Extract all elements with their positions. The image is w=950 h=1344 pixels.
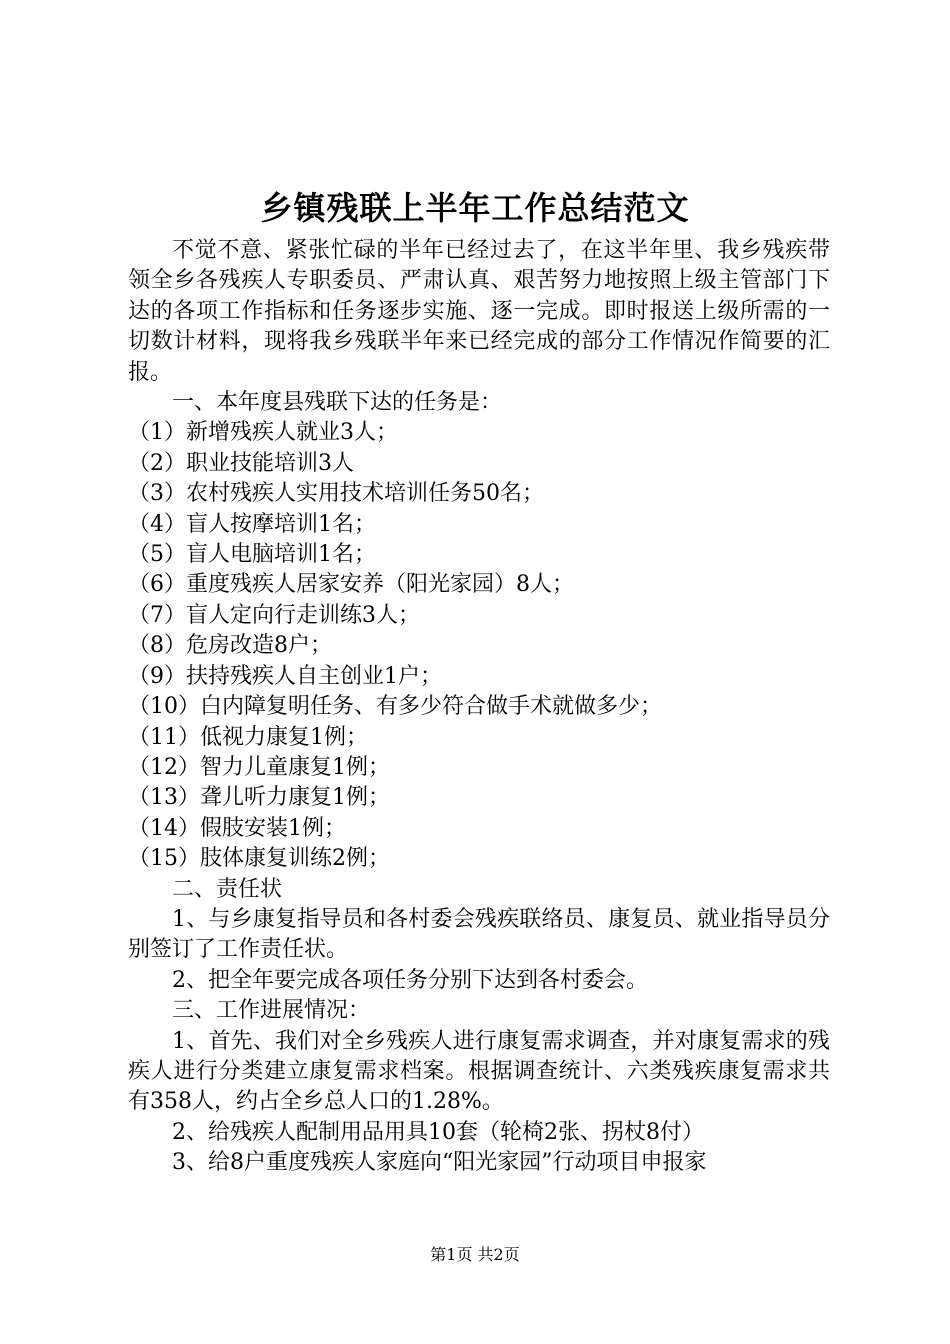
section-heading-1: 一、本年度县残联下达的任务是： (172, 390, 503, 416)
task-item: （10）白内障复明任务、有多少符合做手术就做多少； (128, 694, 662, 720)
task-item: （12）智力儿童康复1例； (128, 754, 390, 780)
intro-paragraph: 不觉不意、紧张忙碌的半年已经过去了，在这半年里、我乡残疾带领全乡各残疾人专职委员、严肃认真、艰苦努力地按照上级主管部门下达的各项工作指标和任务逐步实施、逐一完成。即时报送上级所需的一切数计材料，现将我乡残联半年来已经完成的部分工作情况作简要的汇报。 (128, 238, 830, 385)
task-item: （7）盲人定向行走训练3人； (128, 602, 420, 628)
section2-paragraph-1: 1、与乡康复指导员和各村委会残疾联络员、康复员、就业指导员分别签订了工作责任状。 (128, 906, 830, 963)
task-item: （8）危房改造8户； (128, 633, 332, 659)
section-heading-2: 二、责任状 (172, 876, 283, 902)
task-item: （2）职业技能培训3人 (128, 450, 354, 476)
task-item: （6）重度残疾人居家安养（阳光家园）8人； (128, 572, 574, 598)
task-item: （15）肢体康复训练2例； (128, 846, 390, 872)
task-item: （3）农村残疾人实用技术培训任务50名； (128, 481, 544, 507)
page-footer: 第1页 共2页 (430, 1245, 520, 1264)
section-heading-3: 三、工作进展情况： (172, 998, 371, 1024)
task-item: （9）扶持残疾人自主创业1户； (128, 663, 442, 689)
task-item: （1）新增残疾人就业3人； (128, 420, 398, 446)
task-item: （13）聋儿听力康复1例； (128, 785, 390, 811)
task-item: （11）低视力康复1例； (128, 724, 368, 750)
section3-paragraph-1: 1、首先、我们对全乡残疾人进行康复需求调查，并对康复需求的残疾人进行分类建立康复需求档案。根据调查统计、六类残疾康复需求共有358人，约占全乡总人口的1.28%。 (128, 1028, 830, 1115)
task-item: （14）假肢安装1例； (128, 815, 346, 841)
section2-paragraph-2: 2、把全年要完成各项任务分别下达到各村委会。 (172, 967, 648, 993)
task-item: （4）盲人按摩培训1名； (128, 511, 376, 537)
task-item: （5）盲人电脑培训1名； (128, 542, 376, 568)
section3-paragraph-2: 2、给残疾人配制用品用具10套（轮椅2张、拐杖8付） (172, 1119, 704, 1145)
document-title: 乡镇残联上半年工作总结范文 (260, 189, 690, 227)
document-body (128, 236, 830, 1179)
section3-paragraph-3: 3、给8户重度残疾人家庭向“阳光家园”行动项目申报家 (172, 1150, 707, 1176)
